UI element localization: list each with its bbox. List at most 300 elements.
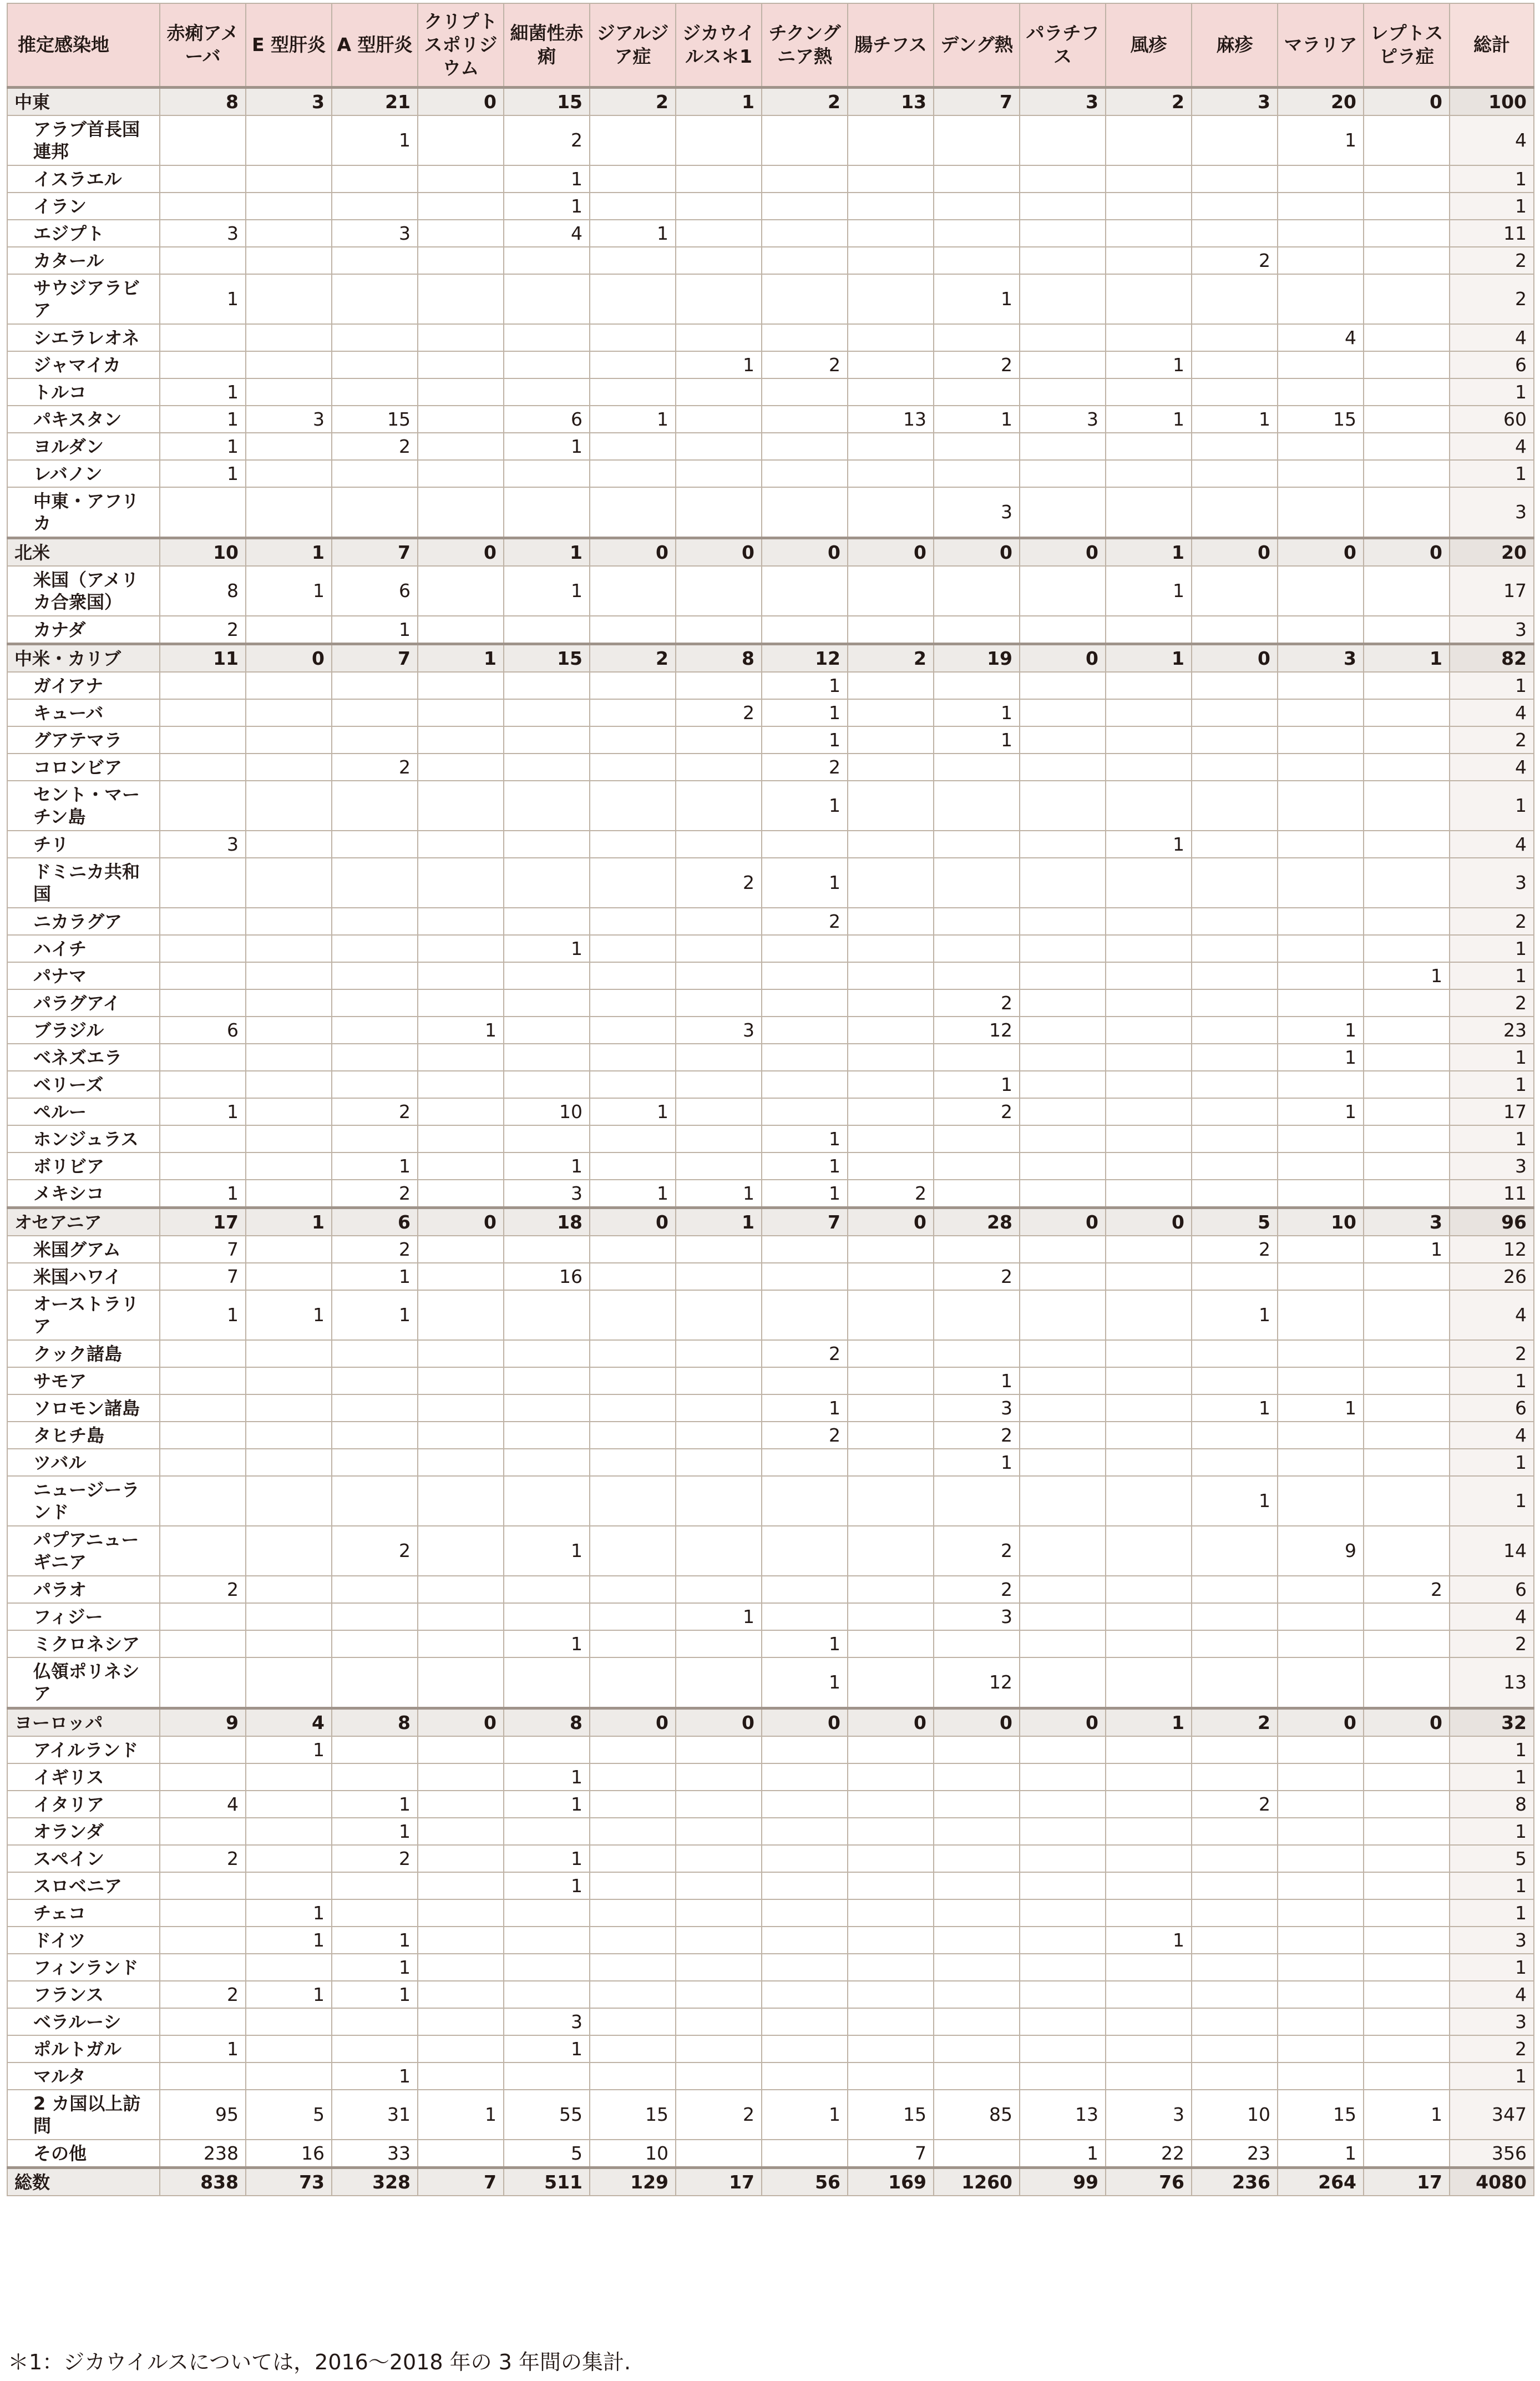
count-cell: 7 — [418, 2168, 504, 2196]
table-row — [7, 908, 1534, 935]
count-cell: 0 — [418, 1708, 504, 1737]
count-cell — [676, 935, 762, 962]
count-cell — [246, 1044, 332, 1071]
row-total-cell: 356 — [1450, 2140, 1534, 2168]
count-cell — [504, 247, 590, 274]
count-cell — [1364, 1899, 1450, 1927]
count-cell — [590, 1791, 676, 1818]
count-cell — [418, 754, 504, 781]
table-row — [7, 324, 1534, 351]
count-cell: 1 — [762, 1125, 848, 1152]
count-cell: 1 — [1106, 831, 1192, 858]
count-cell — [1020, 616, 1106, 644]
count-cell — [676, 378, 762, 406]
count-cell — [762, 1526, 848, 1576]
count-cell — [332, 1603, 418, 1630]
count-cell — [590, 1125, 676, 1152]
count-cell — [848, 1603, 934, 1630]
table-row — [7, 1603, 1534, 1630]
count-cell: 1 — [160, 1290, 246, 1340]
count-cell: 1 — [1106, 566, 1192, 616]
count-cell: 1 — [504, 566, 590, 616]
count-cell: 15 — [590, 2090, 676, 2140]
count-cell — [1020, 726, 1106, 754]
count-cell — [1364, 1657, 1450, 1708]
count-cell — [1020, 115, 1106, 165]
location-name: ミクロネシア — [7, 1630, 160, 1657]
count-cell: 1 — [160, 2035, 246, 2062]
count-cell — [848, 1927, 934, 1954]
count-cell: 1 — [1020, 2140, 1106, 2168]
count-cell — [1364, 1927, 1450, 1954]
count-cell — [676, 2140, 762, 2168]
count-cell — [160, 1044, 246, 1071]
count-cell — [1192, 962, 1278, 989]
count-cell — [1106, 1630, 1192, 1657]
count-cell — [1364, 2035, 1450, 2062]
row-total-cell: 1 — [1450, 1071, 1534, 1098]
count-cell — [160, 1476, 246, 1526]
count-cell — [418, 1736, 504, 1763]
location-name: フィジー — [7, 1603, 160, 1630]
count-cell — [1364, 1263, 1450, 1290]
count-cell — [848, 165, 934, 193]
count-cell — [1278, 1476, 1364, 1526]
count-cell — [848, 324, 934, 351]
count-cell — [1278, 2062, 1364, 2090]
count-cell: 3 — [934, 1603, 1020, 1630]
count-cell — [848, 193, 934, 220]
count-cell — [1364, 699, 1450, 726]
count-cell — [418, 1476, 504, 1526]
count-cell — [762, 1367, 848, 1394]
table-row — [7, 1657, 1534, 1708]
count-cell — [504, 1044, 590, 1071]
count-cell — [1106, 460, 1192, 487]
count-cell — [160, 1818, 246, 1845]
count-cell: 1 — [504, 193, 590, 220]
count-cell: 1 — [504, 2035, 590, 2062]
count-cell — [762, 989, 848, 1017]
count-cell — [246, 1367, 332, 1394]
count-cell — [676, 2062, 762, 2090]
count-cell: 1 — [332, 616, 418, 644]
row-total-cell: 6 — [1450, 1394, 1534, 1422]
count-cell — [590, 781, 676, 831]
location-name: 中米・カリブ — [7, 644, 160, 673]
count-cell: 1 — [160, 1180, 246, 1208]
count-cell — [762, 115, 848, 165]
count-cell — [1192, 487, 1278, 538]
count-cell — [1020, 754, 1106, 781]
table-row — [7, 962, 1534, 989]
count-cell — [1278, 351, 1364, 378]
count-cell — [160, 672, 246, 699]
count-cell — [246, 378, 332, 406]
column-header: デング熱 — [934, 3, 1020, 88]
row-total-cell: 2 — [1450, 1630, 1534, 1657]
count-cell — [1106, 1954, 1192, 1981]
count-cell — [1364, 378, 1450, 406]
count-cell — [676, 1449, 762, 1476]
count-cell — [762, 2008, 848, 2035]
location-name: パナマ — [7, 962, 160, 989]
count-cell — [1020, 566, 1106, 616]
count-cell — [590, 699, 676, 726]
count-cell: 2 — [762, 1340, 848, 1367]
row-total-cell: 3 — [1450, 2008, 1534, 2035]
location-name: パラグアイ — [7, 989, 160, 1017]
count-cell — [590, 1845, 676, 1872]
count-cell: 13 — [1020, 2090, 1106, 2140]
table-header-row — [7, 3, 1534, 88]
count-cell: 1 — [590, 220, 676, 247]
column-header: 細菌性赤痢 — [504, 3, 590, 88]
count-cell — [418, 324, 504, 351]
count-cell: 1 — [676, 351, 762, 378]
count-cell — [418, 962, 504, 989]
count-cell — [590, 1367, 676, 1394]
count-cell: 0 — [848, 1708, 934, 1737]
count-cell — [590, 1017, 676, 1044]
count-cell — [1020, 165, 1106, 193]
count-cell — [418, 1927, 504, 1954]
count-cell — [848, 1526, 934, 1576]
count-cell: 2 — [160, 1981, 246, 2008]
count-cell: 2 — [934, 1098, 1020, 1125]
count-cell — [1020, 2008, 1106, 2035]
count-cell: 0 — [418, 538, 504, 567]
count-cell — [1278, 1736, 1364, 1763]
count-cell: 0 — [676, 1708, 762, 1737]
count-cell — [246, 351, 332, 378]
table-row — [7, 1367, 1534, 1394]
count-cell — [1106, 858, 1192, 908]
count-cell — [762, 406, 848, 433]
count-cell: 15 — [332, 406, 418, 433]
count-cell — [160, 1872, 246, 1899]
count-cell — [246, 935, 332, 962]
table-row — [7, 378, 1534, 406]
count-cell: 3 — [934, 487, 1020, 538]
count-cell — [1364, 274, 1450, 324]
count-cell — [1364, 1603, 1450, 1630]
count-cell — [504, 1927, 590, 1954]
count-cell — [1278, 433, 1364, 460]
count-cell — [246, 1071, 332, 1098]
location-name: 米国（アメリカ合衆国） — [7, 566, 160, 616]
count-cell — [848, 754, 934, 781]
table-row — [7, 1736, 1534, 1763]
count-cell — [1106, 193, 1192, 220]
location-name: 中東・アフリカ — [7, 487, 160, 538]
row-total-cell: 3 — [1450, 858, 1534, 908]
location-name: ガイアナ — [7, 672, 160, 699]
count-cell: 3 — [160, 220, 246, 247]
count-cell — [1278, 1236, 1364, 1263]
count-cell — [1106, 1845, 1192, 1872]
count-cell — [1364, 460, 1450, 487]
count-cell — [934, 115, 1020, 165]
row-total-cell: 3 — [1450, 1152, 1534, 1180]
count-cell: 1 — [246, 1208, 332, 1236]
count-cell — [1364, 726, 1450, 754]
count-cell — [1278, 1818, 1364, 1845]
count-cell: 1 — [1192, 1394, 1278, 1422]
count-cell — [1278, 460, 1364, 487]
count-cell — [1020, 1340, 1106, 1367]
count-cell — [504, 699, 590, 726]
row-total-cell: 1 — [1450, 1872, 1534, 1899]
count-cell: 1 — [1192, 406, 1278, 433]
count-cell — [676, 1845, 762, 1872]
count-cell: 2 — [332, 1180, 418, 1208]
table-row — [7, 1152, 1534, 1180]
count-cell — [1192, 1263, 1278, 1290]
count-cell — [1192, 726, 1278, 754]
count-cell: 1 — [160, 433, 246, 460]
count-cell — [934, 1845, 1020, 1872]
table-row — [7, 351, 1534, 378]
count-cell — [160, 1152, 246, 1180]
count-cell — [1106, 989, 1192, 1017]
count-cell — [934, 324, 1020, 351]
count-cell — [1278, 781, 1364, 831]
count-cell — [676, 1981, 762, 2008]
count-cell — [676, 1954, 762, 1981]
location-name: ニュージーランド — [7, 1476, 160, 1526]
location-name: コロンビア — [7, 754, 160, 781]
count-cell — [1192, 433, 1278, 460]
count-cell — [418, 699, 504, 726]
count-cell: 6 — [332, 566, 418, 616]
count-cell — [418, 566, 504, 616]
count-cell: 1 — [762, 1394, 848, 1422]
row-total-cell: 1 — [1450, 1763, 1534, 1791]
count-cell — [1192, 1736, 1278, 1763]
count-cell: 4 — [504, 220, 590, 247]
count-cell — [1278, 1071, 1364, 1098]
count-cell — [1020, 1526, 1106, 1576]
count-cell — [762, 378, 848, 406]
location-name: クック諸島 — [7, 1340, 160, 1367]
count-cell — [676, 1872, 762, 1899]
row-total-cell: 4 — [1450, 433, 1534, 460]
count-cell — [1020, 1899, 1106, 1927]
table-row — [7, 1872, 1534, 1899]
table-row — [7, 831, 1534, 858]
count-cell: 0 — [1020, 1208, 1106, 1236]
location-name: 2 カ国以上訪問 — [7, 2090, 160, 2140]
location-name: その他 — [7, 2140, 160, 2168]
count-cell: 16 — [246, 2140, 332, 2168]
count-cell: 0 — [934, 1708, 1020, 1737]
count-cell — [1106, 165, 1192, 193]
count-cell — [160, 1954, 246, 1981]
count-cell — [1192, 1576, 1278, 1603]
table-row — [7, 1763, 1534, 1791]
row-total-cell: 1 — [1450, 1449, 1534, 1476]
count-cell — [246, 1236, 332, 1263]
count-cell — [590, 989, 676, 1017]
count-cell — [1020, 1818, 1106, 1845]
count-cell — [934, 460, 1020, 487]
count-cell — [762, 831, 848, 858]
count-cell: 8 — [160, 88, 246, 116]
count-cell: 2 — [504, 115, 590, 165]
table-row — [7, 1630, 1534, 1657]
count-cell: 1 — [246, 1736, 332, 1763]
count-cell — [934, 831, 1020, 858]
location-name: マルタ — [7, 2062, 160, 2090]
count-cell — [934, 1340, 1020, 1367]
count-cell — [418, 1954, 504, 1981]
count-cell — [504, 989, 590, 1017]
count-cell — [332, 1449, 418, 1476]
count-cell: 10 — [160, 538, 246, 567]
count-cell: 1 — [934, 726, 1020, 754]
count-cell — [590, 1422, 676, 1449]
count-cell — [762, 616, 848, 644]
count-cell — [160, 1367, 246, 1394]
count-cell — [590, 1394, 676, 1422]
count-cell: 23 — [1192, 2140, 1278, 2168]
count-cell — [1364, 781, 1450, 831]
count-cell — [1364, 566, 1450, 616]
count-cell — [332, 274, 418, 324]
count-cell — [246, 2008, 332, 2035]
count-cell — [848, 699, 934, 726]
count-cell — [332, 1476, 418, 1526]
count-cell: 2 — [332, 433, 418, 460]
count-cell — [676, 1818, 762, 1845]
count-cell: 1 — [934, 1071, 1020, 1098]
count-cell: 1 — [934, 699, 1020, 726]
count-cell — [590, 433, 676, 460]
table-row — [7, 699, 1534, 726]
count-cell — [504, 2062, 590, 2090]
count-cell — [1192, 1845, 1278, 1872]
count-cell — [676, 566, 762, 616]
row-total-cell: 4080 — [1450, 2168, 1534, 2196]
count-cell — [1106, 1576, 1192, 1603]
count-cell — [676, 193, 762, 220]
count-cell — [1364, 1630, 1450, 1657]
location-name: パラオ — [7, 1576, 160, 1603]
count-cell: 12 — [762, 644, 848, 673]
count-cell — [1192, 1044, 1278, 1071]
count-cell: 1 — [676, 88, 762, 116]
location-name: オーストラリア — [7, 1290, 160, 1340]
count-cell — [1192, 2035, 1278, 2062]
count-cell — [246, 324, 332, 351]
count-cell — [504, 274, 590, 324]
row-total-cell: 1 — [1450, 2062, 1534, 2090]
count-cell — [1192, 460, 1278, 487]
count-cell: 1 — [1106, 538, 1192, 567]
location-name: サモア — [7, 1367, 160, 1394]
row-total-cell: 1 — [1450, 1818, 1534, 1845]
grand-total-row — [7, 2168, 1534, 2196]
table-row — [7, 1236, 1534, 1263]
count-cell — [676, 781, 762, 831]
count-cell: 4 — [1278, 324, 1364, 351]
count-cell — [332, 1017, 418, 1044]
table-body — [7, 88, 1534, 2196]
location-name: ソロモン諸島 — [7, 1394, 160, 1422]
count-cell — [1364, 433, 1450, 460]
location-name: サウジアラビア — [7, 274, 160, 324]
count-cell — [1106, 487, 1192, 538]
count-cell — [1364, 1981, 1450, 2008]
count-cell — [1278, 726, 1364, 754]
row-total-cell: 60 — [1450, 406, 1534, 433]
count-cell — [332, 1657, 418, 1708]
count-cell — [676, 1630, 762, 1657]
count-cell — [1364, 115, 1450, 165]
count-cell — [848, 1763, 934, 1791]
row-total-cell: 4 — [1450, 831, 1534, 858]
table-row — [7, 487, 1534, 538]
count-cell — [1364, 2008, 1450, 2035]
count-cell — [848, 378, 934, 406]
count-cell — [934, 1872, 1020, 1899]
count-cell: 1 — [504, 538, 590, 567]
count-cell — [1192, 220, 1278, 247]
count-cell — [934, 247, 1020, 274]
count-cell — [590, 726, 676, 754]
count-cell: 1 — [246, 538, 332, 567]
count-cell — [676, 726, 762, 754]
count-cell — [332, 1899, 418, 1927]
count-cell — [1364, 989, 1450, 1017]
count-cell — [590, 2008, 676, 2035]
count-cell — [1364, 1526, 1450, 1576]
count-cell — [418, 460, 504, 487]
count-cell — [246, 433, 332, 460]
count-cell — [160, 487, 246, 538]
count-cell — [848, 1125, 934, 1152]
count-cell: 1 — [1278, 1098, 1364, 1125]
count-cell — [676, 1422, 762, 1449]
count-cell: 1 — [762, 1630, 848, 1657]
column-header: マラリア — [1278, 3, 1364, 88]
count-cell — [676, 1290, 762, 1340]
count-cell — [676, 754, 762, 781]
count-cell: 10 — [590, 2140, 676, 2168]
count-cell: 1 — [418, 1017, 504, 1044]
count-cell — [1278, 1763, 1364, 1791]
count-cell — [590, 487, 676, 538]
count-cell — [1192, 1927, 1278, 1954]
count-cell — [160, 351, 246, 378]
count-cell: 1 — [1364, 2090, 1450, 2140]
count-cell — [1364, 858, 1450, 908]
count-cell — [1364, 2062, 1450, 2090]
count-cell — [590, 831, 676, 858]
row-total-cell: 6 — [1450, 1576, 1534, 1603]
count-cell — [1192, 1152, 1278, 1180]
count-cell — [160, 1394, 246, 1422]
count-cell: 238 — [160, 2140, 246, 2168]
count-cell — [762, 1981, 848, 2008]
count-cell — [1278, 1899, 1364, 1927]
count-cell — [1020, 962, 1106, 989]
count-cell: 22 — [1106, 2140, 1192, 2168]
count-cell — [1192, 1981, 1278, 2008]
location-name: ホンジュラス — [7, 1125, 160, 1152]
count-cell — [1192, 1422, 1278, 1449]
